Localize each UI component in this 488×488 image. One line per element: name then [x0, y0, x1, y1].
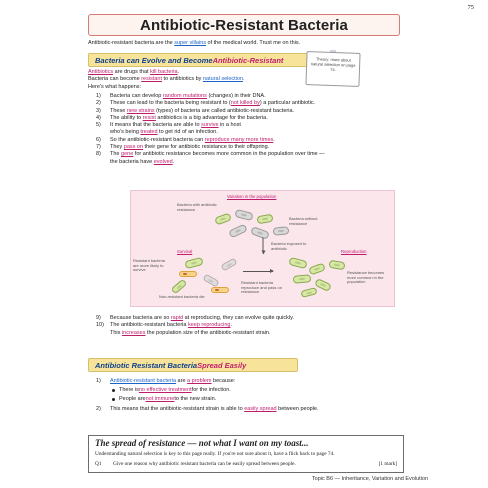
step-highlight: evolved: [153, 158, 173, 165]
step-item: [96, 151, 325, 158]
step-item: [96, 159, 325, 166]
step-text: Because bacteria are so: [110, 315, 171, 321]
heres-what-happens: Here's what happens:: [88, 84, 142, 90]
antibiotic-pill-icon: [179, 271, 197, 277]
revision-box: [88, 435, 404, 473]
antibiotics-text-a: are drugs that: [113, 69, 151, 75]
bacterium: [273, 226, 290, 235]
bacterium: [228, 224, 248, 239]
step-text: (changes) in their DNA.: [206, 93, 266, 99]
resist-text-b: to antibiotics by: [162, 76, 203, 82]
revision-text: Understanding natural selection is key to this page really. If you're not sure about it, have a flick back to page 74.: [95, 451, 335, 457]
revision-heading: The spread of resistance — not what I want on my toast...: [95, 438, 309, 448]
bacterium: [250, 226, 270, 240]
intro-after: of the medical world. Trust me on this.: [206, 40, 301, 46]
spread-number: 2): [96, 406, 101, 412]
non-resistant-label: Non-resistant bacteria die: [159, 294, 205, 299]
step-item: [96, 315, 294, 322]
step-text: in a host: [218, 122, 241, 129]
bacterium: [328, 260, 345, 271]
question-row: [95, 461, 397, 467]
intro-highlight: super villains: [174, 40, 207, 46]
step-text: at reproducing, they can evolve quite quickly.: [183, 315, 294, 321]
resistant-likely-label: Resistant bacteria are more likely to survive: [133, 258, 166, 273]
title-banner: [88, 14, 400, 36]
step-item: [96, 122, 325, 129]
bullet-icon: [112, 398, 115, 401]
step-text: who's being: [110, 129, 141, 136]
bacteria-with-label: Bacteria with antibiotic resistance: [177, 202, 217, 212]
more-common-label: Resistance becomes more common in the population: [347, 270, 385, 285]
bacterium: [256, 214, 273, 225]
intro-before: Antibiotic-resistant bacteria are the: [88, 40, 175, 46]
step-item: [96, 330, 294, 337]
step-highlight: reproduce many more times: [204, 136, 274, 143]
step-text: It means that the bacteria are able to: [110, 122, 202, 129]
step-number: 8): [96, 151, 101, 158]
bullet-text: for the infection.: [191, 387, 231, 393]
step-text: These can lead to the bacteria being resistant to (: [110, 100, 231, 107]
footer-topic: Topic B6 — Inheritance, Variation and Evolution: [311, 476, 428, 482]
step-highlight: gene: [121, 151, 134, 158]
bacterium: [308, 263, 326, 276]
step-text: ) a particular antibiotic.: [259, 100, 316, 107]
step-item: [96, 115, 325, 122]
bullet-icon: [112, 389, 115, 392]
bullet-highlight: no effective treatment: [138, 387, 192, 393]
antibiotics-term: Antibiotics: [88, 69, 114, 75]
bacterium: [300, 287, 317, 298]
steps-after-list: [96, 315, 294, 337]
antibiotics-line-2: [88, 76, 245, 83]
step-number: 7): [96, 144, 101, 151]
step-text: (types) of bacteria are called antibiotic-resistant bacteria.: [154, 107, 295, 114]
step-text: The: [110, 151, 122, 158]
reproduction-heading: Reproduction: [341, 249, 367, 254]
spread-text: are: [176, 378, 188, 384]
page-title: Antibiotic-Resistant Bacteria: [140, 16, 348, 34]
natural-selection-diagram: [130, 190, 395, 307]
step-highlight: treated: [140, 129, 158, 136]
step-text: These: [110, 107, 127, 114]
spread-point-2: [96, 406, 319, 413]
step-highlight: increases: [121, 329, 146, 336]
step-number: [96, 129, 110, 136]
question-text: Give one reason why antibiotic resistant bacteria can be easily spread between people.: [113, 461, 296, 467]
step-text: .: [273, 136, 275, 143]
kill-bacteria-text: kill bacteria: [150, 69, 178, 75]
step-highlight: rapid: [170, 315, 184, 321]
question-number: Q1: [95, 461, 102, 467]
spread-highlight: easily spread: [244, 406, 277, 412]
step-text: the population size of the antibiotic-resistant strain.: [145, 329, 271, 336]
section-heading-spread: [88, 358, 298, 372]
dead-bacterium: [202, 273, 219, 287]
variation-heading: Variation in the population: [227, 194, 277, 199]
step-text: their gene for antibiotic resistance to their offspring.: [143, 144, 270, 151]
step-text: The ability to: [110, 114, 143, 121]
section1-heading-start: Bacteria can Evolve and Become: [95, 55, 213, 65]
step-highlight: not killed by: [230, 100, 260, 107]
step-item: [96, 322, 294, 329]
bacterium: [293, 274, 312, 284]
step-number: 10): [96, 322, 104, 329]
step-number: [96, 330, 110, 337]
question-marks: [1 mark]: [378, 461, 397, 467]
spread-bullet-2: [112, 396, 216, 402]
step-text: The antibiotic-resistant bacteria: [110, 322, 188, 329]
step-number: 9): [96, 315, 101, 321]
step-highlight: pass on: [123, 144, 144, 151]
bullet-text: There is: [119, 387, 139, 393]
step-number: 4): [96, 114, 101, 121]
bullet-text: People are: [119, 396, 146, 402]
antibiotics-line-1: [88, 69, 179, 76]
bacterium: [234, 209, 253, 221]
spread-text: because:: [211, 378, 236, 384]
spread-text: between people.: [276, 406, 319, 412]
bullet-text: to the new strain.: [174, 396, 217, 402]
bullet-highlight: not immune: [145, 396, 175, 402]
step-item: [96, 100, 325, 107]
section2-heading-end: Spread Easily: [197, 360, 247, 370]
step-highlight: survive: [201, 122, 219, 129]
bacterium: [288, 257, 307, 269]
sticky-note: Theory: more about natural selection on page 74.: [305, 51, 360, 87]
step-text: .: [230, 322, 233, 329]
antibiotics-text-b: .: [177, 69, 180, 75]
dead-bacterium: [220, 257, 237, 271]
step-number: 3): [96, 107, 101, 114]
steps-list: [96, 93, 325, 166]
bacterium: [171, 279, 188, 295]
step-number: [96, 159, 110, 166]
spread-bullet-1: [112, 387, 231, 393]
step-highlight: new strains: [126, 107, 155, 114]
step-item: [96, 108, 325, 115]
step-highlight: keep reproducing: [187, 322, 231, 329]
step-number: 5): [96, 122, 101, 129]
step-item: [96, 93, 325, 100]
down-arrow-icon: [263, 238, 264, 254]
step-text: the bacteria have: [110, 158, 154, 165]
step-text: .: [172, 158, 175, 165]
resist-text-a: Bacteria can become: [88, 76, 142, 82]
step-text: to get rid of an infection.: [157, 129, 218, 136]
reproduce-pass-label: Resistant bacteria reproduce and pass on resistance: [241, 280, 282, 295]
antibiotic-pill-icon: [211, 287, 229, 293]
spread-term: Antibiotic-resistant bacteria: [110, 378, 177, 384]
exposed-label: Bacteria exposed to antibiotic: [271, 241, 307, 251]
page-number: 75: [467, 4, 474, 11]
spread-text: This means that the antibiotic-resistant strain is able to: [110, 406, 245, 412]
bacterium: [214, 213, 232, 226]
step-highlight: random mutations: [162, 93, 207, 99]
spread-number: 1): [96, 378, 101, 384]
natural-selection-text: natural selection: [202, 76, 244, 82]
resist-text-c: .: [243, 76, 245, 82]
bacteria-without-label: Bacteria without resistance: [289, 216, 318, 226]
step-item: [96, 129, 325, 136]
step-text: This: [110, 329, 122, 336]
resistant-text: resistant: [141, 76, 162, 82]
step-item: [96, 137, 325, 144]
step-text: for antibiotic resistance becomes more common in the population over time —: [133, 151, 325, 158]
step-text: antibiotics is a big advantage for the bacteria.: [155, 114, 268, 121]
spread-point-1: [96, 378, 235, 385]
intro-text: [88, 40, 300, 46]
step-number: 6): [96, 136, 101, 143]
step-text: So the antibiotic-resistant bacteria can: [110, 136, 205, 143]
step-text: Bacteria can develop: [110, 93, 163, 99]
section2-heading-start: Antibiotic Resistant Bacteria: [95, 360, 198, 370]
step-item: [96, 144, 325, 151]
step-text: They: [110, 144, 124, 151]
step-number: 2): [96, 100, 101, 107]
bacterium: [184, 257, 203, 269]
step-number: 1): [96, 93, 101, 99]
section1-heading-end: Antibiotic-Resistant: [212, 55, 284, 65]
step-highlight: resist: [142, 114, 156, 121]
spread-problem: a problem: [187, 378, 212, 384]
section-heading-evolve: [88, 53, 316, 67]
survival-heading: Survival: [177, 249, 193, 254]
right-arrow-icon: [243, 271, 273, 272]
